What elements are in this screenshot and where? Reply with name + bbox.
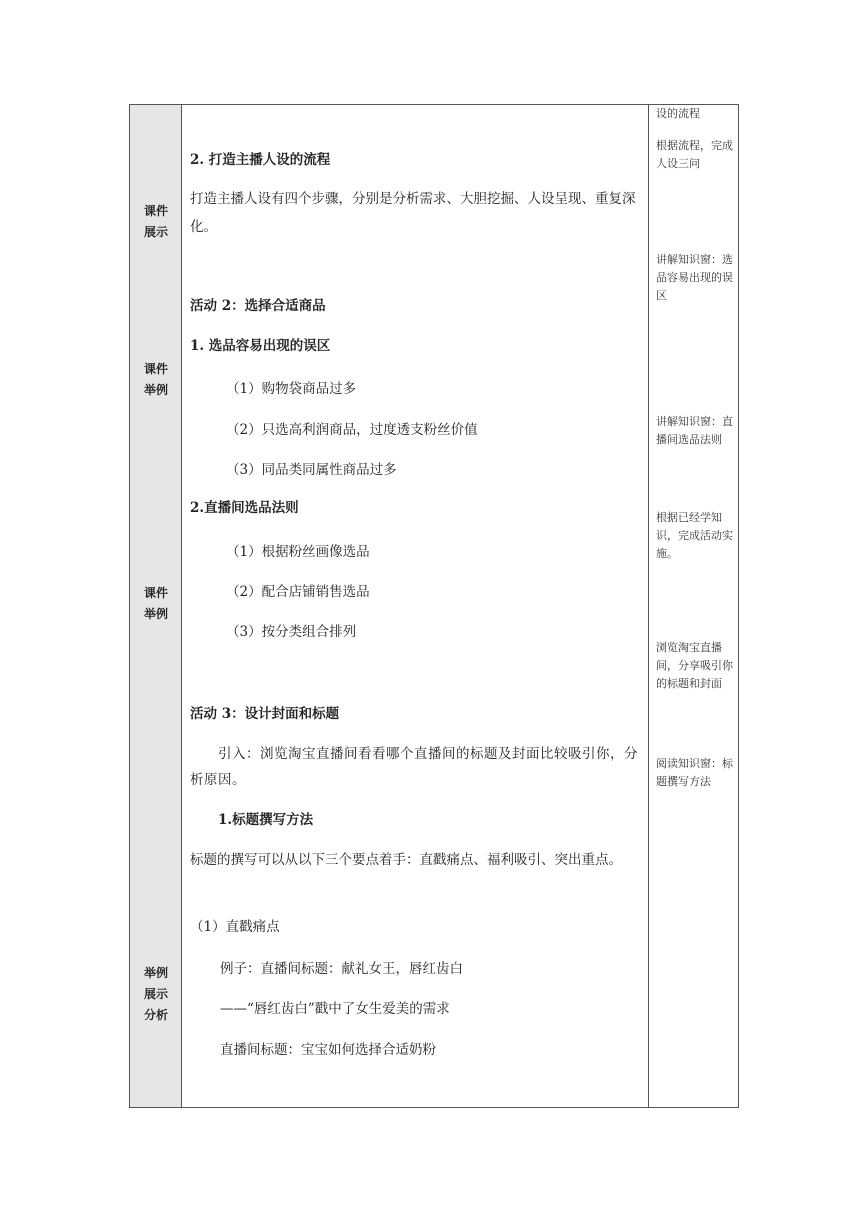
note-text: 根据流程，完成人设三问 [656,139,733,170]
lesson-table [129,104,739,1108]
section-label-courseware-display [130,201,182,243]
intro-text: 引入：浏览淘宝直播间看看哪个直播间的标题及封面比较吸引你，分析原因。 [190,746,638,788]
rule-item: （1）根据粉丝画像选品 [226,544,370,560]
example-note: ——“唇红齿白”戳中了女生爱美的需求 [220,1001,450,1017]
mistake-item: （2）只选高利润商品，过度透支粉丝价值 [226,422,478,438]
mistake-item: （1）购物袋商品过多 [226,381,357,397]
note-text: 阅读知识窗：标题撰写方法 [656,757,733,788]
mistake-item: （3）同品类同属性商品过多 [226,462,397,478]
label-line: 课件 [143,362,168,376]
heading-selection-mistakes: 1. 选品容易出现的误区 [190,338,331,354]
note-text: 讲解知识窗：直播间选品法则 [656,415,733,446]
note-text: 设的流程 [656,107,700,120]
label-line: 课件 [143,586,168,600]
activity-2-title: 活动 2：选择合适商品 [190,298,326,314]
title-method-text: 标题的撰写可以从以下三个要点着手：直戳痛点、福利吸引、突出重点。 [190,852,622,868]
heading-selection-rules: 2.直播间选品法则 [190,500,299,516]
rule-item: （2）配合店铺销售选品 [226,584,370,600]
notes-column [648,105,738,1107]
note-text: 根据已经学知识，完成活动实施。 [656,511,733,560]
example-text: 例子：直播间标题：献礼女王，唇红齿白 [220,961,463,977]
label-line: 课件 [143,204,168,218]
label-line: 举例 [143,966,168,980]
point-item: （1）直戳痛点 [190,919,280,935]
heading-title-method: 1.标题撰写方法 [218,812,314,828]
label-line: 展示 [143,225,168,239]
note-text: 浏览淘宝直播间，分享吸引你的标题和封面 [656,641,733,690]
activity-3-title: 活动 3：设计封面和标题 [190,706,340,722]
rule-item: （3）按分类组合排列 [226,624,357,640]
label-line: 举例 [143,607,168,621]
note-text: 讲解知识窗：选品容易出现的误区 [656,253,733,302]
section-label-courseware-example-2 [130,583,182,625]
persona-process-text: 打造主播人设有四个步骤，分别是分析需求、大胆挖掘、人设呈现、重复深化。 [190,191,636,235]
label-line: 举例 [143,383,168,397]
label-line: 分析 [143,1008,168,1022]
example-text: 直播间标题：宝宝如何选择合适奶粉 [220,1042,436,1058]
label-column [130,105,182,1107]
section-label-example-analysis [130,963,182,1026]
heading-persona-process: 2. 打造主播人设的流程 [190,152,331,168]
section-label-courseware-example-1 [130,359,182,401]
label-line: 展示 [143,987,168,1001]
